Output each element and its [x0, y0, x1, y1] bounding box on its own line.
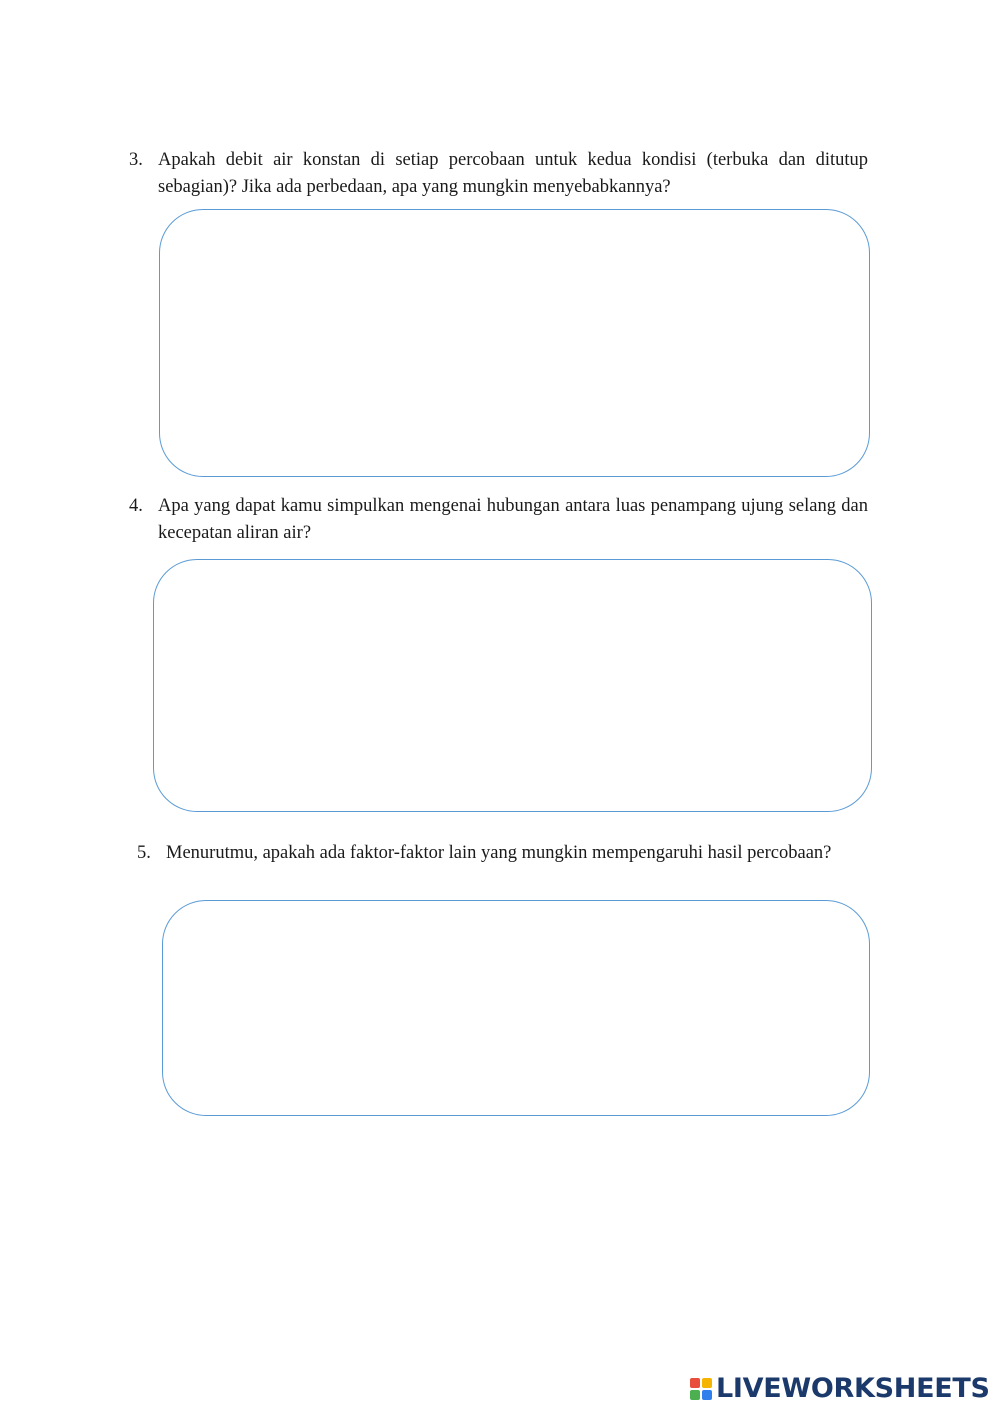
question-3-number: 3. — [129, 150, 143, 170]
answer-box-4[interactable] — [153, 559, 872, 812]
question-3-text: Apakah debit air konstan di setiap percobaan untuk kedua kondisi (terbuka dan ditutup sebagian)? Jika ada perbedaan, apa yang mungkin menyebabkannya? — [158, 150, 868, 197]
question-3 — [129, 147, 868, 201]
answer-box-5[interactable] — [162, 900, 870, 1116]
logo-square-yellow — [702, 1378, 712, 1388]
logo-square-blue — [702, 1390, 712, 1400]
question-4-text: Apa yang dapat kamu simpulkan mengenai hubungan antara luas penampang ujung selang dan kecepatan aliran air? — [158, 496, 868, 543]
logo-square-red — [690, 1378, 700, 1388]
liveworksheets-logo-icon — [690, 1378, 712, 1400]
logo-square-green — [690, 1390, 700, 1400]
question-5 — [137, 840, 868, 867]
liveworksheets-logo — [690, 1373, 990, 1405]
liveworksheets-brand: LIVEWORKSHEETS — [716, 1373, 990, 1404]
question-5-text: Menurutmu, apakah ada faktor-faktor lain yang mungkin mempengaruhi hasil percobaan? — [166, 843, 832, 863]
question-4 — [129, 493, 868, 547]
question-5-number: 5. — [137, 843, 151, 863]
question-4-number: 4. — [129, 496, 143, 516]
answer-box-3[interactable] — [159, 209, 870, 477]
